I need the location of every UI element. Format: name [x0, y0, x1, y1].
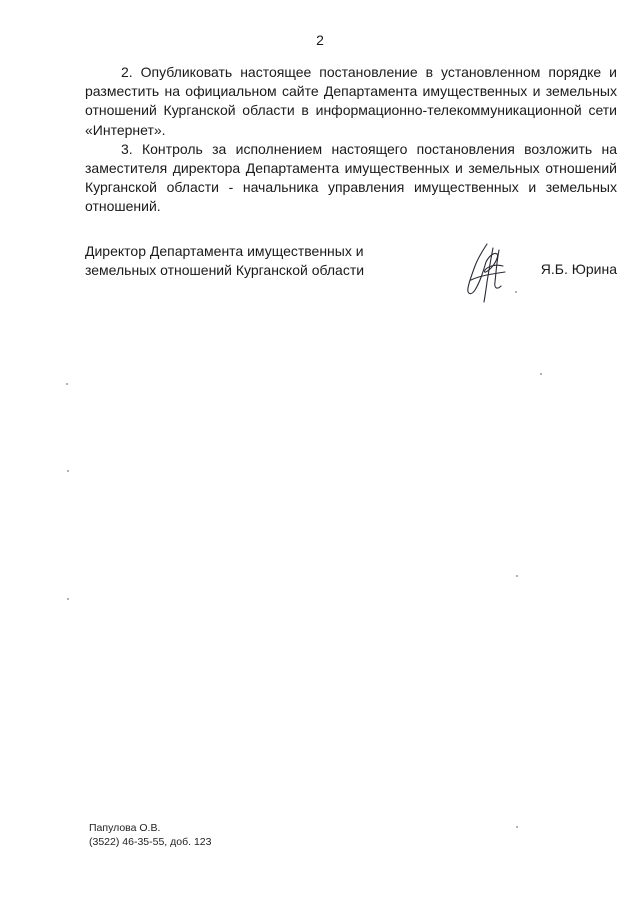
- signature-block: [85, 242, 617, 312]
- scan-speck: [516, 826, 518, 828]
- paragraph-control: 3. Контроль за исполнением настоящего постановления возложить на заместителя директора Департамента имущественных и земельных отношений Курганской области - начальника управления имущественных и земельных отношений.: [85, 140, 617, 215]
- signatory-title-line-1: Директор Департамента имущественных и: [85, 243, 364, 259]
- scan-speck: [515, 291, 517, 293]
- document-body: [85, 63, 617, 217]
- executor-phone: (3522) 46-35-55, доб. 123: [89, 836, 212, 848]
- executor-name: Папулова О.В.: [89, 822, 161, 834]
- handwritten-signature-icon: [453, 236, 523, 306]
- scan-speck: [67, 470, 69, 472]
- signatory-title: [85, 242, 405, 280]
- scan-speck: [67, 598, 69, 600]
- page-number: 2: [316, 32, 324, 48]
- scan-speck: [66, 383, 68, 385]
- executor-info: [89, 821, 211, 849]
- scan-speck: [516, 575, 518, 577]
- scan-speck: [540, 373, 542, 375]
- paragraph-publication: 2. Опубликовать настоящее постановление в установленном порядке и разместить на официальном сайте Департамента имущественных и земельных отношений Курганской области в информационно-телекоммуникационной сети «Интернет».: [85, 64, 617, 138]
- signatory-name: Я.Б. Юрина: [540, 261, 617, 277]
- signatory-title-line-2: земельных отношений Курганской области: [85, 262, 365, 279]
